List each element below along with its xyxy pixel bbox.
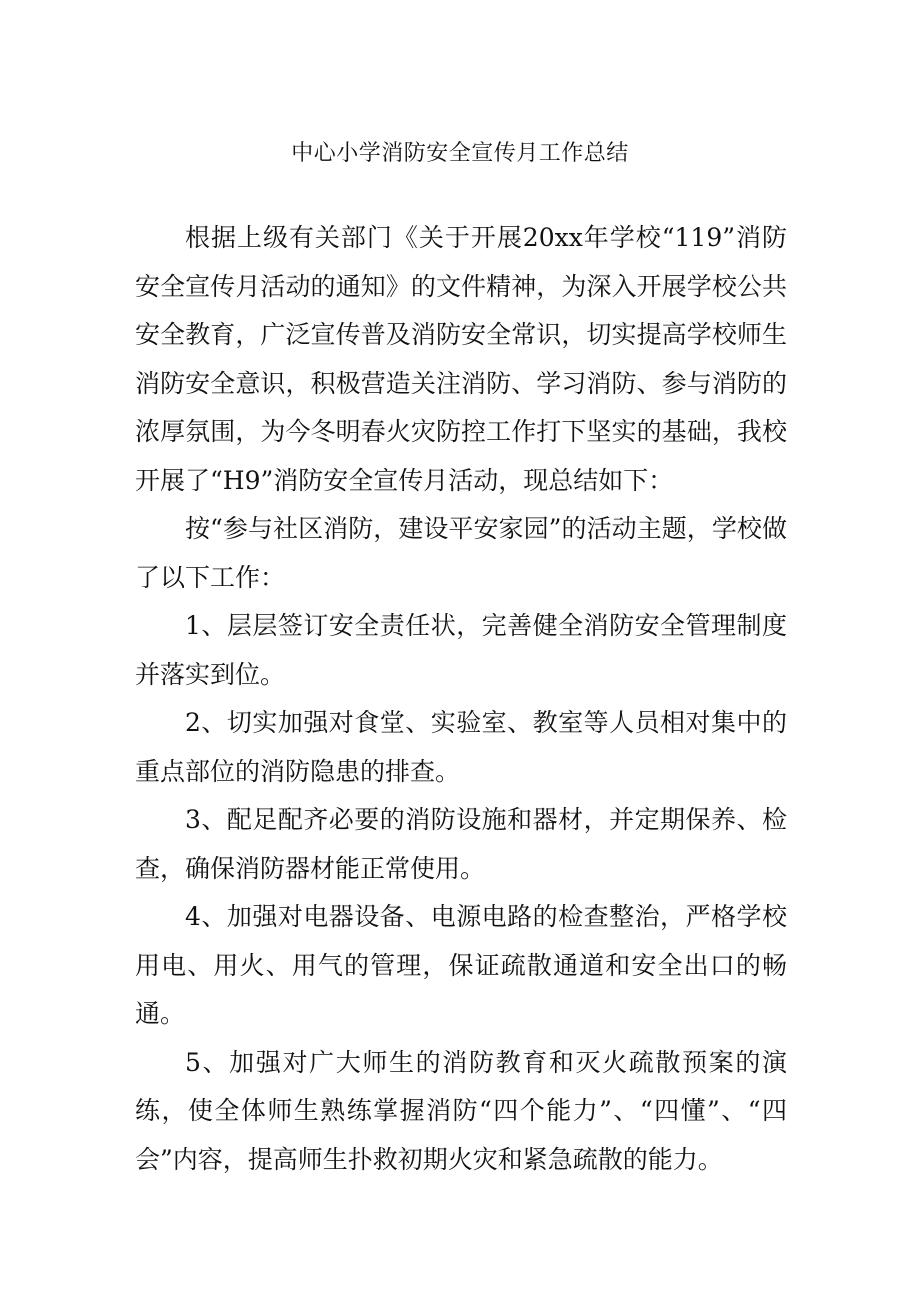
paragraph-item-3: 3、配足配齐必要的消防设施和器材，并定期保养、检查，确保消防器材能正常使用。 xyxy=(135,805,787,883)
paragraph-intro: 根据上级有关部门《关于开展20xx年学校“119”消防安全宣传月活动的通知》的文件精神，为深入开展学校公共安全教育，广泛宣传普及消防安全常识，切实提高学校师生消防安全意识，积极营造关注消防、学习消防、参与消防的浓厚氛围，为今冬明春火灾防控工作打下坚实的基础，我校开展了“H9”消防安全宣传月活动，现总结如下： xyxy=(135,223,787,495)
paragraph-item-2: 2、切实加强对食堂、实验室、教室等人员相对集中的重点部位的消防隐患的排查。 xyxy=(135,708,787,786)
document-body xyxy=(135,214,787,1184)
document-title: 中心小学消防安全宣传月工作总结 xyxy=(291,141,629,166)
paragraph-theme: 按“参与社区消防，建设平安家园”的活动主题，学校做了以下工作： xyxy=(135,514,787,592)
paragraph-item-4: 4、加强对电器设备、电源电路的检查整治，严格学校用电、用火、用气的管理，保证疏散通道和安全出口的畅通。 xyxy=(135,902,787,1028)
paragraph-item-1: 1、层层签订安全责任状，完善健全消防安全管理制度并落实到位。 xyxy=(135,611,787,689)
paragraph-item-5: 5、加强对广大师生的消防教育和灭火疏散预案的演练，使全体师生熟练掌握消防“四个能力”、“四懂”、“四会”内容，提高师生扑救初期火灾和紧急疏散的能力。 xyxy=(135,1047,787,1174)
